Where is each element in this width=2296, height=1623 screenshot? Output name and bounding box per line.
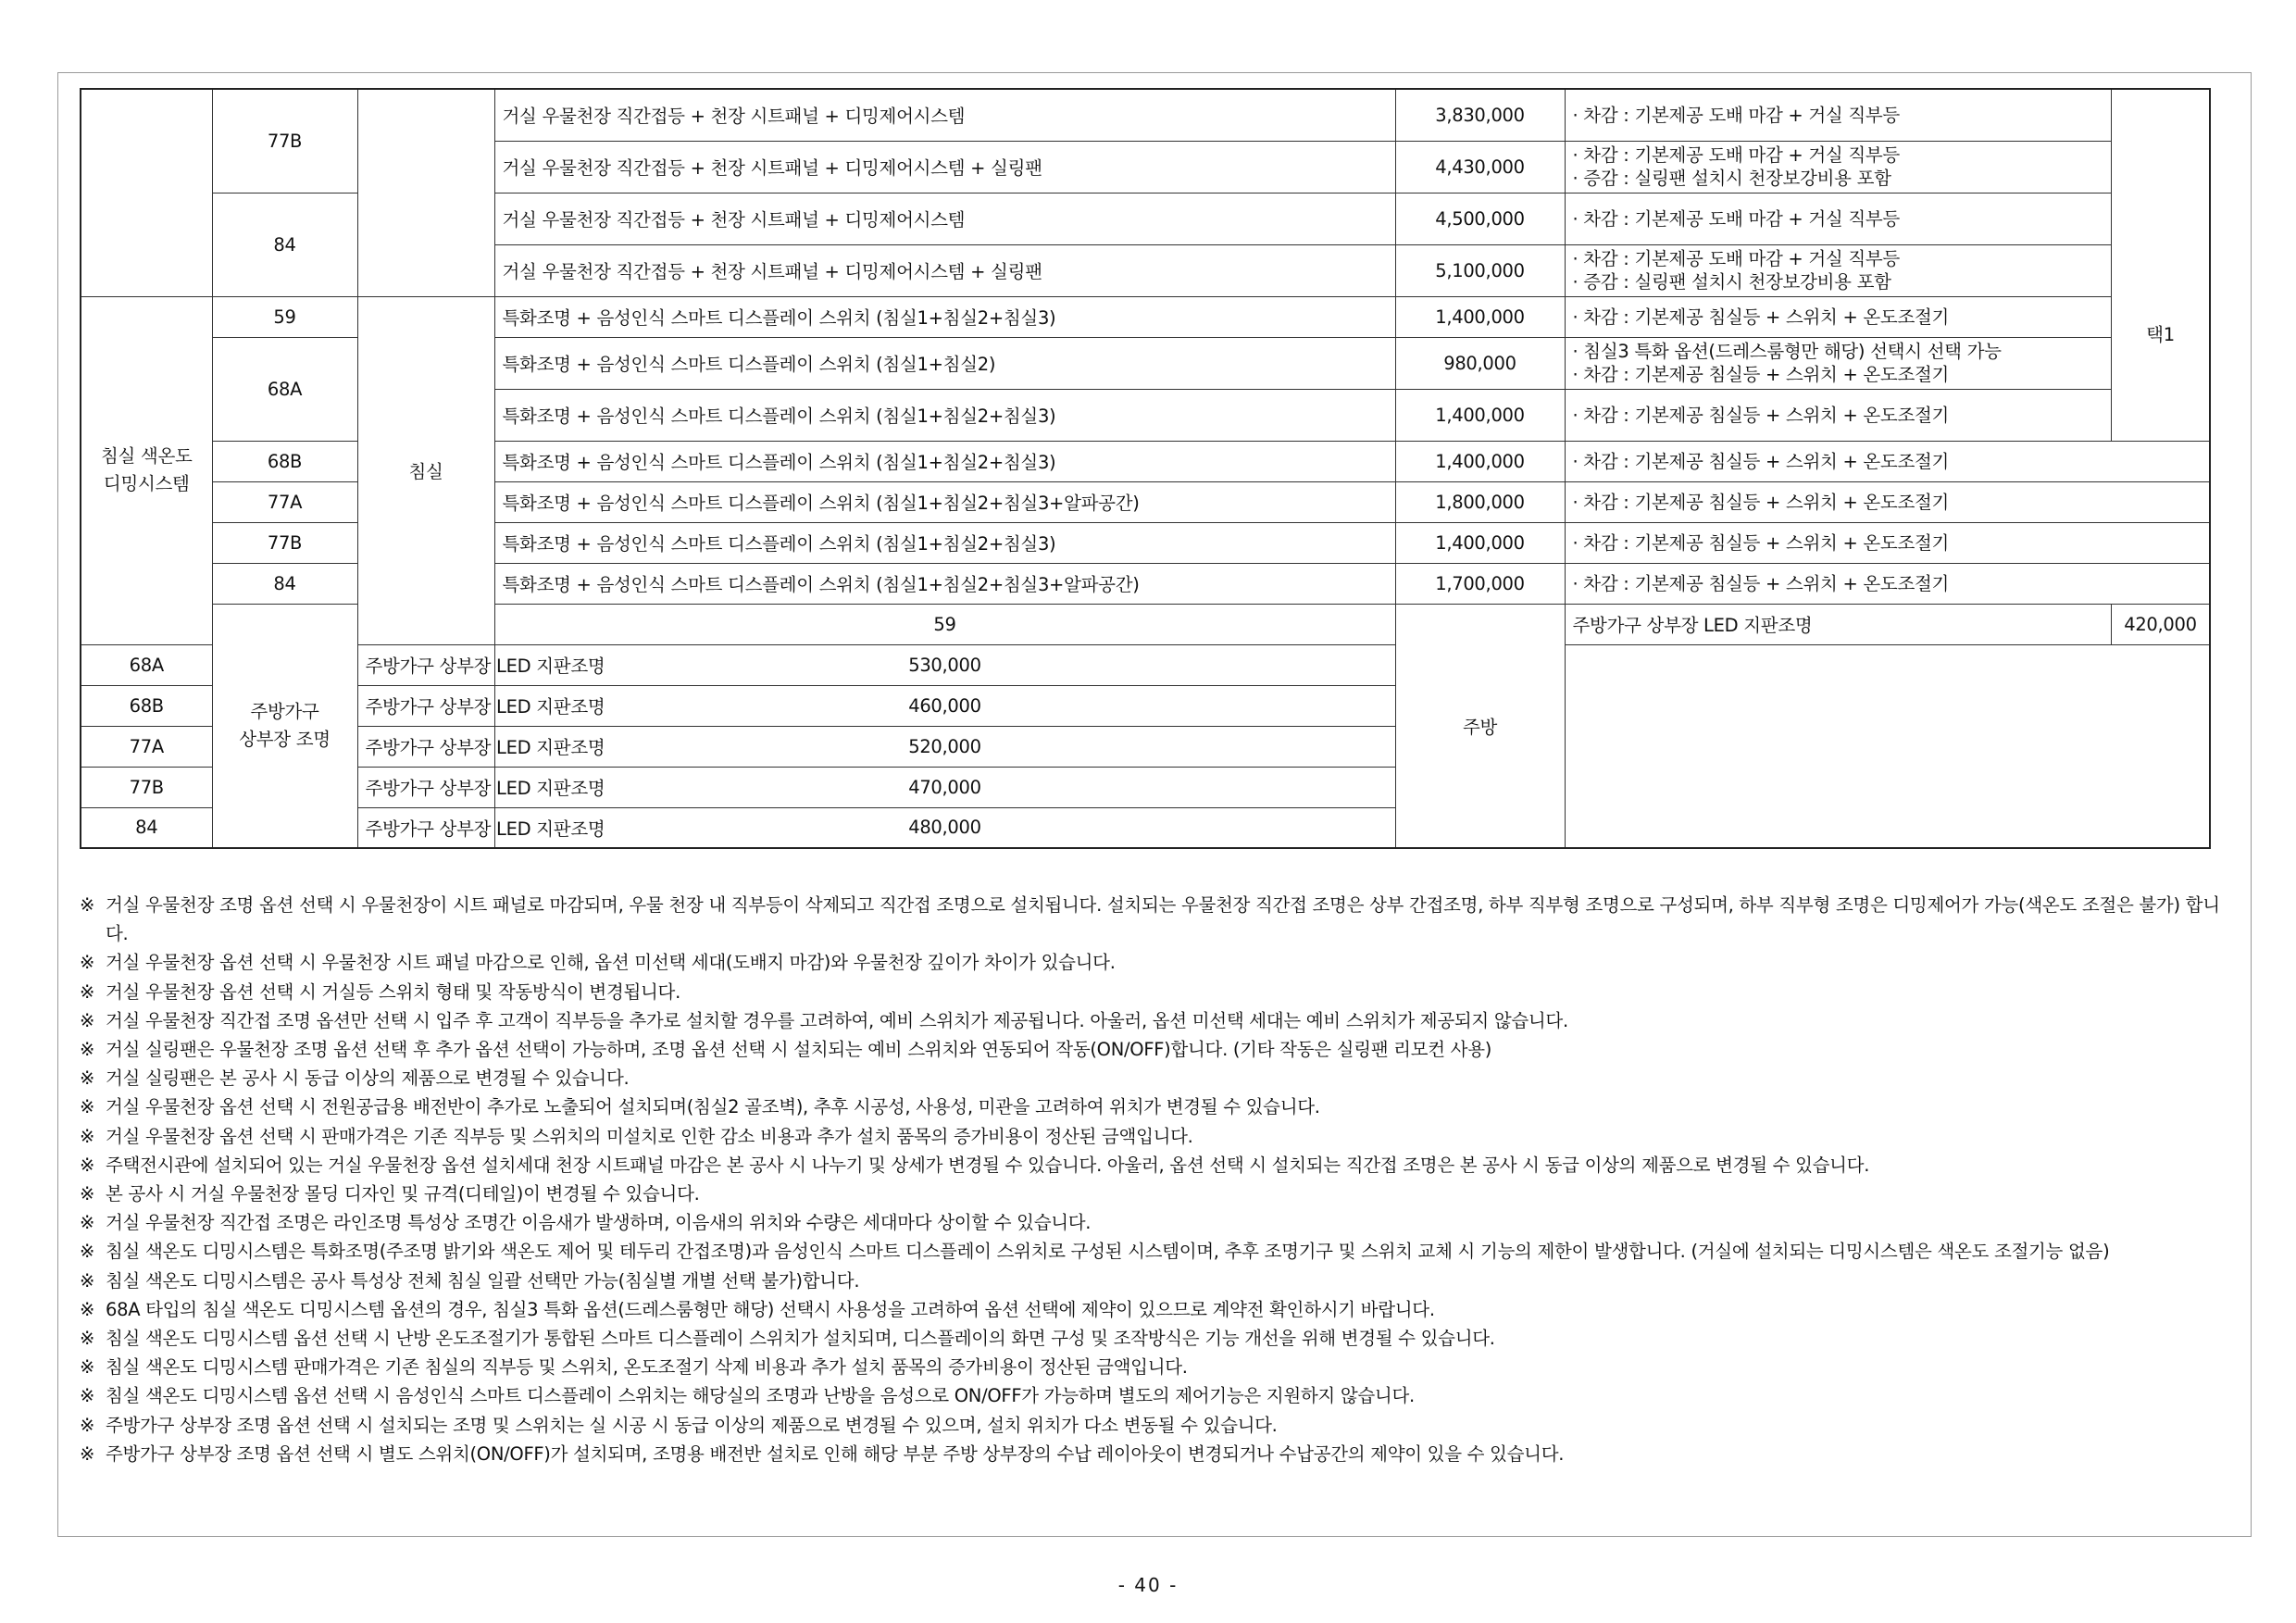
option-note: · 차감 : 기본제공 침실등 + 스위치 + 온도조절기 — [1565, 389, 2111, 441]
table-row — [81, 644, 2210, 685]
type-cell: 77B — [212, 89, 357, 193]
type-cell: 68A — [212, 337, 357, 441]
category-cell-kitchen: 주방가구 상부장 조명 — [212, 604, 357, 848]
note-item: ※ 주방가구 상부장 조명 옵션 선택 시 설치되는 조명 및 스위치는 실 시공 시 동급 이상의 제품으로 변경될 수 있으며, 설치 위치가 다소 변동될 수 있습니다. — [80, 1414, 1278, 1436]
table-row — [81, 296, 2210, 337]
option-desc: 특화조명 + 음성인식 스마트 디스플레이 스위치 (침실1+침실2+침실3) — [494, 296, 1395, 337]
note-item: ※ 거실 우물천장 옵션 선택 시 거실등 스위치 형태 및 작동방식이 변경됩니다. — [80, 980, 680, 1003]
option-desc: 주방가구 상부장 LED 지판조명 — [1565, 604, 2111, 644]
note-item: ※ 침실 색온도 디밍시스템은 특화조명(주조명 밝기와 색온도 제어 및 테두리 간접조명)과 음성인식 스마트 디스플레이 스위치로 구성된 시스템이며, 추후 조명기구 및 스위치 교체 시 기능의 제한이 발생합니다. (거실에 설치되는 디밍시스템은 색온도 조절기능 없음) — [80, 1241, 2110, 1263]
option-price: 1,700,000 — [1395, 563, 1565, 604]
note-item: ※ 거실 우물천장 조명 옵션 선택 시 우물천장이 시트 패널로 마감되며, 우물 천장 내 직부등이 삭제되고 직간접 조명으로 설치됩니다. 설치되는 우물천장 직간접 조명은 상부 간접조명, 하부 직부형 조명으로 구성되며, 하부 직부형 조명은 디밍제어가 가능(색온도 조절은 불가) 합니다. — [80, 894, 2220, 945]
option-note: · 차감 : 기본제공 침실등 + 스위치 + 온도조절기 — [1565, 522, 2210, 563]
option-price: 420,000 — [2111, 604, 2210, 644]
choice-cell: 택1 — [2111, 89, 2210, 441]
option-desc: 거실 우물천장 직간접등 + 천장 시트패널 + 디밍제어시스템 + 실링팬 — [494, 244, 1395, 296]
type-cell: 59 — [494, 604, 1395, 644]
type-cell: 84 — [81, 807, 212, 848]
space-cell-kitchen: 주방 — [1395, 604, 1565, 848]
note-item: ※ 거실 우물천장 직간접 조명 옵션만 선택 시 입주 후 고객이 직부등을 추가로 설치할 경우를 고려하여, 예비 스위치가 제공됩니다. 아울러, 옵션 미선택 세대는 예비 스위치가 제공되지 않습니다. — [80, 1009, 1568, 1031]
note-item: ※ 주택전시관에 설치되어 있는 거실 우물천장 옵션 설치세대 천장 시트패널 마감은 본 공사 시 나누기 및 상세가 변경될 수 있습니다. 아울러, 옵션 선택 시 설치되는 직간접 조명은 본 공사 시 동급 이상의 제품으로 변경될 수 있습니다. — [80, 1154, 1870, 1176]
option-desc: 특화조명 + 음성인식 스마트 디스플레이 스위치 (침실1+침실2+침실3+알파공간) — [494, 563, 1395, 604]
option-note: · 차감 : 기본제공 침실등 + 스위치 + 온도조절기 — [1565, 441, 2210, 481]
option-note: · 차감 : 기본제공 도배 마감 + 거실 직부등 — [1565, 193, 2111, 244]
option-note: · 차감 : 기본제공 도배 마감 + 거실 직부등 · 증감 : 실링팬 설치시 천장보강비용 포함 — [1565, 244, 2111, 296]
type-cell: 77A — [212, 481, 357, 522]
option-price: 480,000 — [494, 807, 1395, 848]
option-price-table — [80, 88, 2211, 849]
option-desc: 주방가구 상부장 LED 지판조명 — [357, 644, 494, 685]
note-item: ※ 68A 타입의 침실 색온도 디밍시스템 옵션의 경우, 침실3 특화 옵션(드레스룸형만 해당) 선택시 사용성을 고려하여 옵션 선택에 제약이 있으므로 계약전 확인하시기 바랍니다. — [80, 1298, 1435, 1320]
option-price: 1,400,000 — [1395, 441, 1565, 481]
space-cell-living — [357, 89, 494, 296]
option-price: 3,830,000 — [1395, 89, 1565, 141]
option-note: · 차감 : 기본제공 침실등 + 스위치 + 온도조절기 — [1565, 296, 2111, 337]
option-desc: 거실 우물천장 직간접등 + 천장 시트패널 + 디밍제어시스템 + 실링팬 — [494, 141, 1395, 193]
type-cell: 84 — [212, 563, 357, 604]
option-price: 530,000 — [494, 644, 1395, 685]
type-cell: 68A — [81, 644, 212, 685]
table-row — [81, 726, 2210, 767]
option-price: 5,100,000 — [1395, 244, 1565, 296]
category-cell-living — [81, 89, 212, 296]
space-cell-bedroom: 침실 — [357, 296, 494, 644]
option-desc: 거실 우물천장 직간접등 + 천장 시트패널 + 디밍제어시스템 — [494, 193, 1395, 244]
type-cell: 77B — [81, 767, 212, 807]
option-desc: 주방가구 상부장 LED 지판조명 — [357, 807, 494, 848]
note-item: ※ 침실 색온도 디밍시스템 판매가격은 기존 침실의 직부등 및 스위치, 온도조절기 삭제 비용과 추가 설치 품목의 증가비용이 정산된 금액입니다. — [80, 1356, 1188, 1379]
option-desc: 주방가구 상부장 LED 지판조명 — [357, 726, 494, 767]
type-cell: 68B — [81, 685, 212, 726]
option-desc: 거실 우물천장 직간접등 + 천장 시트패널 + 디밍제어시스템 — [494, 89, 1395, 141]
note-item: ※ 거실 실링팬은 본 공사 시 동급 이상의 제품으로 변경될 수 있습니다. — [80, 1067, 630, 1090]
note-item: ※ 본 공사 시 거실 우물천장 몰딩 디자인 및 규격(디테일)이 변경될 수 있습니다. — [80, 1183, 700, 1205]
option-desc: 특화조명 + 음성인식 스마트 디스플레이 스위치 (침실1+침실2+침실3) — [494, 441, 1395, 481]
type-cell: 68B — [212, 441, 357, 481]
note-item: ※ 거실 우물천장 옵션 선택 시 전원공급용 배전반이 추가로 노출되어 설치되며(침실2 골조벽), 추후 시공성, 사용성, 미관을 고려하여 위치가 변경될 수 있습니다. — [80, 1096, 1320, 1118]
note-item: ※ 거실 우물천장 옵션 선택 시 판매가격은 기존 직부등 및 스위치의 미설치로 인한 감소 비용과 추가 설치 품목의 증가비용이 정산된 금액입니다. — [80, 1125, 1193, 1147]
type-cell: 59 — [212, 296, 357, 337]
option-price: 460,000 — [494, 685, 1395, 726]
note-item: ※ 침실 색온도 디밍시스템 옵션 선택 시 난방 온도조절기가 통합된 스마트 디스플레이 스위치가 설치되며, 디스플레이의 화면 구성 및 조작방식은 기능 개선을 위해 변경될 수 있습니다. — [80, 1328, 1495, 1350]
table-row — [81, 807, 2210, 848]
option-price: 4,500,000 — [1395, 193, 1565, 244]
option-price: 1,800,000 — [1395, 481, 1565, 522]
option-desc: 특화조명 + 음성인식 스마트 디스플레이 스위치 (침실1+침실2+침실3) — [494, 389, 1395, 441]
option-price: 520,000 — [494, 726, 1395, 767]
category-cell-bedroom: 침실 색온도 디밍시스템 — [81, 296, 212, 644]
option-desc: 특화조명 + 음성인식 스마트 디스플레이 스위치 (침실1+침실2+침실3+알파공간) — [494, 481, 1395, 522]
option-price: 1,400,000 — [1395, 296, 1565, 337]
option-desc: 주방가구 상부장 LED 지판조명 — [357, 685, 494, 726]
option-price: 1,400,000 — [1395, 389, 1565, 441]
option-price: 1,400,000 — [1395, 522, 1565, 563]
option-price: 980,000 — [1395, 337, 1565, 389]
type-cell: 84 — [212, 193, 357, 296]
page-number: - 40 - — [1117, 1574, 1179, 1596]
note-item: ※ 침실 색온도 디밍시스템은 공사 특성상 전체 침실 일괄 선택만 가능(침실별 개별 선택 불가)합니다. — [80, 1269, 860, 1292]
option-desc: 특화조명 + 음성인식 스마트 디스플레이 스위치 (침실1+침실2+침실3) — [494, 522, 1395, 563]
option-note: · 차감 : 기본제공 도배 마감 + 거실 직부등 · 증감 : 실링팬 설치시 천장보강비용 포함 — [1565, 141, 2111, 193]
note-item: ※ 주방가구 상부장 조명 옵션 선택 시 별도 스위치(ON/OFF)가 설치되며, 조명용 배전반 설치로 인해 해당 부분 주방 상부장의 수납 레이아웃이 변경되거나 수납공간의 제약이 있을 수 있습니다. — [80, 1442, 1565, 1465]
table-row — [81, 685, 2210, 726]
option-note: · 침실3 특화 옵션(드레스룸형만 해당) 선택시 선택 가능 · 차감 : 기본제공 침실등 + 스위치 + 온도조절기 — [1565, 337, 2111, 389]
notes-list — [80, 891, 2237, 1468]
note-item: ※ 거실 실링팬은 우물천장 조명 옵션 선택 후 추가 옵션 선택이 가능하며, 조명 옵션 선택 시 설치되는 예비 스위치와 연동되어 작동(ON/OFF)합니다. (기타 작동은 실링팬 리모컨 사용) — [80, 1039, 1492, 1061]
table-row — [81, 767, 2210, 807]
option-desc: 주방가구 상부장 LED 지판조명 — [357, 767, 494, 807]
table-row — [81, 89, 2210, 141]
option-note: · 차감 : 기본제공 도배 마감 + 거실 직부등 — [1565, 89, 2111, 141]
type-cell: 77A — [81, 726, 212, 767]
option-note: · 차감 : 기본제공 침실등 + 스위치 + 온도조절기 — [1565, 563, 2210, 604]
option-note: · 차감 : 기본제공 침실등 + 스위치 + 온도조절기 — [1565, 481, 2210, 522]
note-item: ※ 거실 우물천장 직간접 조명은 라인조명 특성상 조명간 이음새가 발생하며, 이음새의 위치와 수량은 세대마다 상이할 수 있습니다. — [80, 1212, 1092, 1234]
note-item: ※ 거실 우물천장 옵션 선택 시 우물천장 시트 패널 마감으로 인해, 옵션 미선택 세대(도배지 마감)와 우물천장 깊이가 차이가 있습니다. — [80, 952, 1116, 974]
type-cell: 77B — [212, 522, 357, 563]
option-desc: 특화조명 + 음성인식 스마트 디스플레이 스위치 (침실1+침실2) — [494, 337, 1395, 389]
option-price: 4,430,000 — [1395, 141, 1565, 193]
option-price: 470,000 — [494, 767, 1395, 807]
note-item: ※ 침실 색온도 디밍시스템 옵션 선택 시 음성인식 스마트 디스플레이 스위치는 해당실의 조명과 난방을 음성으로 ON/OFF가 가능하며 별도의 제어기능은 지원하지 않습니다. — [80, 1385, 1415, 1407]
